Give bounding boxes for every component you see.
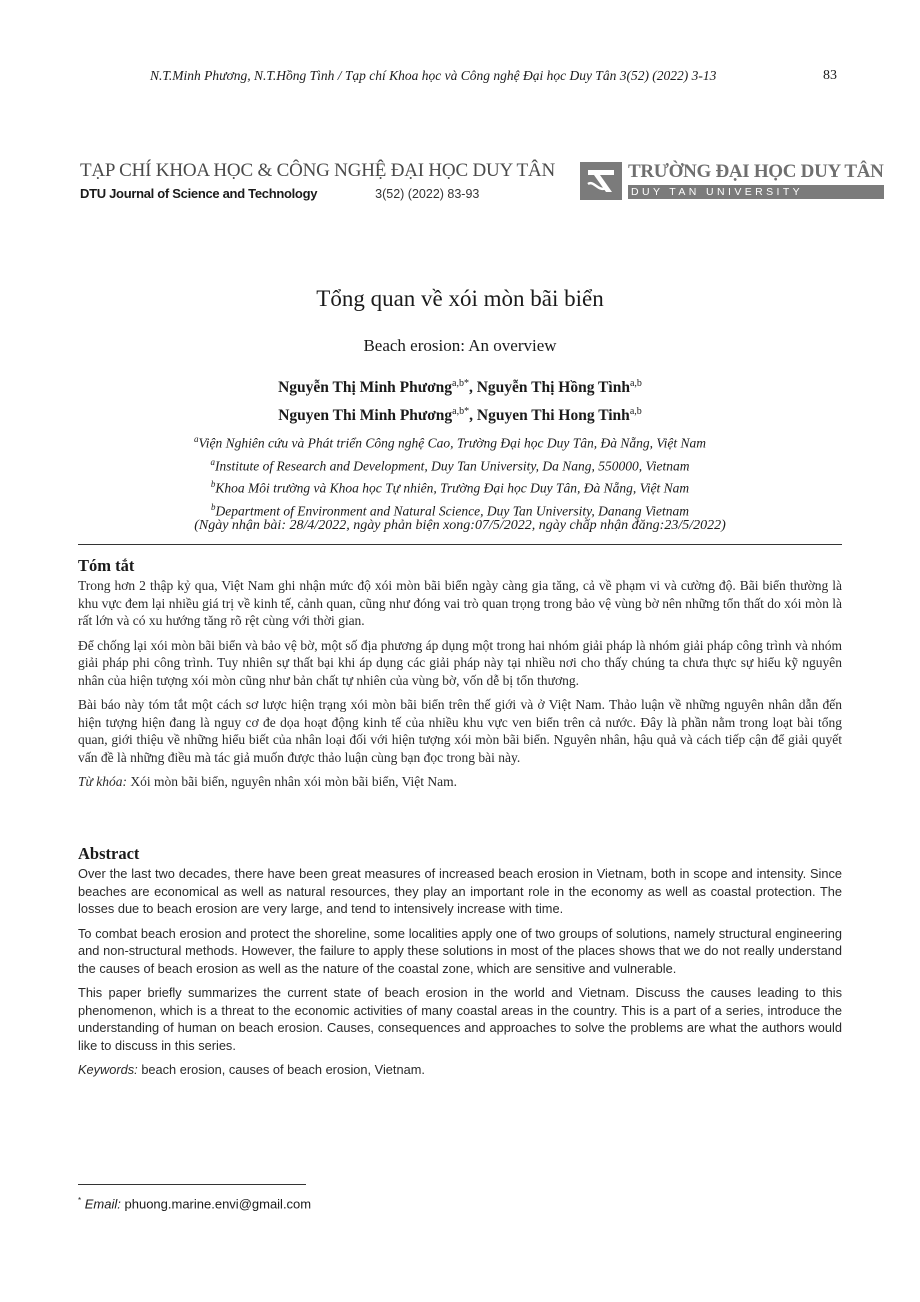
- abstract-en-paragraph: Over the last two decades, there have been great measures of increased beach erosion in Vietnam, both in scope and intensity. Since beaches are economical as well as natural resources, they play an important role in the economy as well as coastal protection. The losses due to beach erosion are very large, and tend to intensively increase with time.: [78, 866, 842, 916]
- footnote-label: Email:: [84, 1196, 121, 1212]
- affiliation-line: $^b$Khoa Môi trường và Khoa học Tự nhiên, Trường Đại học Duy Tân, Đà Nẵng, Việt Nam: [210, 479, 690, 496]
- abstract-en-heading: Abstract: [78, 844, 140, 863]
- affiliation-line: $^a$Institute of Research and Development, Duy Tan University, Da Nang, 550000, Vietnam: [210, 456, 690, 473]
- author-name: Nguyễn Thị Minh Phương: [278, 379, 453, 397]
- article-title-en: Beach erosion: An overview: [363, 336, 557, 355]
- keywords-en: [78, 1061, 842, 1079]
- abstract-vi-heading: Tóm tắt: [78, 556, 135, 575]
- footnote: [78, 1196, 311, 1211]
- author-name: Nguyen Thi Hong Tinh: [476, 407, 630, 425]
- affiliations: [0, 430, 900, 520]
- affiliation-line: $^b$Department of Environment and Natural Science, Duy Tan University, Danang Vietnam: [211, 501, 689, 518]
- footnote-mark: *: [78, 1196, 82, 1205]
- article-title-vi: Tổng quan về xói mòn bãi biển: [316, 286, 604, 311]
- author-name: Nguyen Thi Minh Phương: [278, 407, 453, 425]
- abstract-vi-paragraph: Để chống lại xói mòn bãi biển và bảo vệ bờ, một số địa phương áp dụng một trong hai nhóm giải pháp là nhóm giải pháp công trình và nhóm giải pháp phi công trình. Tuy nhiên sự thất bại khi áp dụng các giải pháp này tại nhiều nơi cho thấy chúng ta chưa thực sự hiểu kỹ nguyên nhân của hiện tượng xói mòn cũng như bản chất tự nhiên của vùng bờ, vốn dễ bị tổn thương.: [78, 637, 842, 688]
- keywords-vi: [78, 773, 842, 791]
- authors-en: Nguyen Thi Minh Phương$^{a,b*}$, Nguyen Thi Hong Tinh$^{a,b}$: [278, 406, 642, 425]
- keywords-en-text: beach erosion, causes of beach erosion, Vietnam.: [141, 1062, 425, 1077]
- abstract-vi-paragraph: Bài báo này tóm tắt một cách sơ lược hiện trạng xói mòn bãi biển trên thế giới và ở Việt Nam. Thảo luận về những nguyên nhân dẫn đến hiện tượng hiện đang là nguy cơ đe dọa hoạt động kinh tế của nhiều khu vực ven biển trên cả nước. Đây là phần nằm trong loạt bài tổng quan, giới thiệu về những hiểu biết của nhân loại đối với hiện tượng xói mòn bãi biển. Nguyên nhân, hậu quả và cách tiếp cận để giải quyết vấn đề là những điều mà tác giả muốn được thảo luận cùng bạn đọc trong bài này.: [78, 697, 842, 765]
- journal-masthead: [80, 160, 555, 201]
- university-name-vi: TRƯỜNG ĐẠI HỌC DUY TÂN: [628, 161, 884, 182]
- author-name: Nguyễn Thị Hồng Tình: [476, 379, 630, 397]
- author-list: [0, 372, 920, 428]
- university-logo-icon: [580, 162, 622, 200]
- abstract-en-paragraph: To combat beach erosion and protect the shoreline, some localities apply one of two groups of solutions, namely structural engineering and non-structural methods. However, the failure to apply these solutions in most of the places shows that we do not really understand the causes of beach erosion as well as the nature of the coastal zone, which are sensitive and vulnerable.: [78, 925, 842, 976]
- journal-title-vi: TẠP CHÍ KHOA HỌC & CÔNG NGHỆ ĐẠI HỌC DUY TÂN: [80, 160, 555, 181]
- author-affil-mark: a,b: [629, 378, 642, 389]
- page-number: 83: [823, 68, 837, 83]
- running-head: N.T.Minh Phương, N.T.Hồng Tình / Tạp chí Khoa học và Công nghệ Đại học Duy Tân 3(52) (2022) 3-13: [150, 68, 717, 83]
- abstract-vi: [78, 556, 842, 798]
- university-logo-block: [580, 162, 884, 200]
- divider: [78, 544, 842, 545]
- submission-dates: (Ngày nhận bài: 28/4/2022, ngày phản biện xong:07/5/2022, ngày chấp nhận đăng:23/5/2022): [194, 518, 726, 533]
- footnote-divider: [78, 1184, 306, 1185]
- journal-issue: 3(52) (2022) 83-93: [375, 187, 480, 201]
- affiliation-line: $^a$Viện Nghiên cứu và Phát triển Công nghệ Cao, Trường Đại học Duy Tân, Đà Nẵng, Việt Nam: [194, 434, 706, 451]
- keywords-vi-label: Từ khóa:: [78, 774, 127, 789]
- abstract-en-paragraph: This paper briefly summarizes the current state of beach erosion in the world and Vietnam. Discuss the causes leading to this phenomenon, which is a threat to the economic activities of many coastal areas in the country. This is a part of a series, introduce the understanding of human on beach erosion. Causes, consequences and approaches to solve the problems are what the authors would like to discuss in this series.: [78, 985, 842, 1053]
- abstract-en: [78, 844, 842, 1086]
- authors-vi: Nguyễn Thị Minh Phương$^{a,b*}$, Nguyễn Thị Hồng Tình$^{a,b}$: [278, 378, 642, 397]
- author-affil-mark: a,b: [629, 406, 642, 418]
- university-name-en: DUY TAN UNIVERSITY: [628, 185, 884, 199]
- keywords-en-label: Keywords:: [78, 1062, 138, 1077]
- email-link[interactable]: phuong.marine.envi@gmail.com: [124, 1196, 312, 1212]
- abstract-vi-paragraph: Trong hơn 2 thập kỷ qua, Việt Nam ghi nhận mức độ xói mòn bãi biển ngày càng gia tăng, cả về phạm vi và cường độ. Bãi biển thường là khu vực đem lại nhiều giá trị về kinh tế, cảnh quan, cũng như đóng vai trò quan trọng trong bảo vệ vùng bờ nên những tổn thất do xói mòn là rất lớn và có xu hướng tăng rõ rệt cùng với thời gian.: [78, 578, 842, 628]
- author-affil-mark: a,b*: [452, 378, 469, 389]
- keywords-vi-text: Xói mòn bãi biển, nguyên nhân xói mòn bãi biển, Việt Nam.: [130, 774, 457, 789]
- author-affil-mark: a,b*: [452, 406, 470, 418]
- journal-title-en: DTU Journal of Science and Technology: [80, 186, 318, 201]
